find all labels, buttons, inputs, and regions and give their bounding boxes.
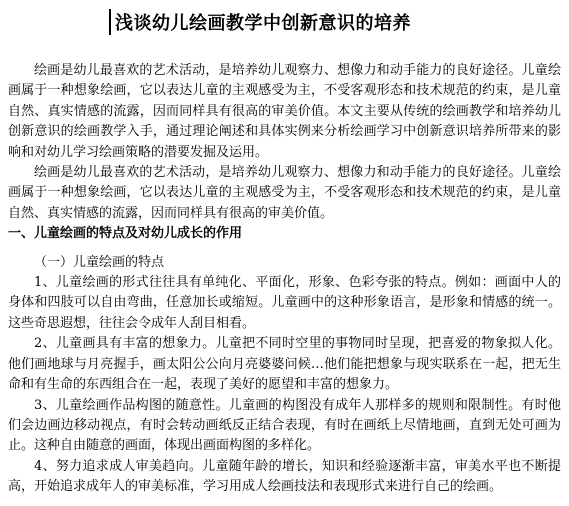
point-paragraph-1: 1、儿童绘画的形式往往具有单纯化、平面化，形象、色彩夸张的特点。例如：画面中人的身体和四肢可以自由弯曲，任意加长或缩短。儿童画中的这种形象语言，是形象和情感的统一。这些奇思遐想，往往会令成年人刮目相看。 xyxy=(8,275,561,331)
point-paragraph-4: 4、努力追求成人审美趋向。儿童随年龄的增长，知识和经验逐渐丰富，审美水平也不断提高，开始追求成年人的审美标准，学习用成人绘画技法和表现形式来进行自己的绘画。 xyxy=(8,458,561,495)
intro-paragraph: 绘画是幼儿最喜欢的艺术活动，是培养幼儿观察力、想像力和动手能力的良好途径。儿童绘画属于一种想象绘画，它以表达儿童的主观感受为主，不受客观形态和技术规范的约束，是儿童自然、真实情感的流露，因而同样具有很高的审美价值。 xyxy=(8,165,561,221)
point-paragraph-3: 3、儿童绘画作品构图的随意性。儿童画的构图没有成年人那样多的规则和限制性。有时他们会边画边移动视点，有时会转动画纸反正结合表现，有时在画纸上尽情地画，直到无处可画为止。这种自由随意的画面，体现出画面构图的多样化。 xyxy=(8,397,561,454)
text-cursor xyxy=(109,9,111,35)
subsection-heading: （一）儿童绘画的特点 xyxy=(34,254,165,270)
title-block xyxy=(109,8,411,36)
point-paragraph-2: 2、儿童画具有丰富的想象力。儿童把不同时空里的事物同时呈现，把喜爱的物象拟人化。他们画地球与月亮握手，画太阳公公向月亮婆婆问候…他们能把想象与现实联系在一起，把无生命和有生命的东西组合在一起，表现了美好的愿望和丰富的想象力。 xyxy=(8,336,561,393)
document-body xyxy=(8,61,561,498)
document-title: 浅谈幼儿绘画教学中创新意识的培养 xyxy=(115,13,411,34)
abstract-paragraph: 绘画是幼儿最喜欢的艺术活动，是培养幼儿观察力、想像力和动手能力的良好途径。儿童绘画属于一种想象绘画，它以表达儿童的主观感受为主，不受客观形态和技术规范的约束，是儿童自然、真实情感的流露，因而同样具有很高的审美价值。本文主要从传统的绘画教学和培养幼儿创新意识的绘画教学入手，通过理论阐述和具体实例来分析绘画学习中创新意识培养所带来的影响和对幼儿学习绘画策略的潜要发掘及运用。 xyxy=(8,63,561,160)
section-heading: 一、儿童绘画的特点及对幼儿成长的作用 xyxy=(8,226,243,242)
